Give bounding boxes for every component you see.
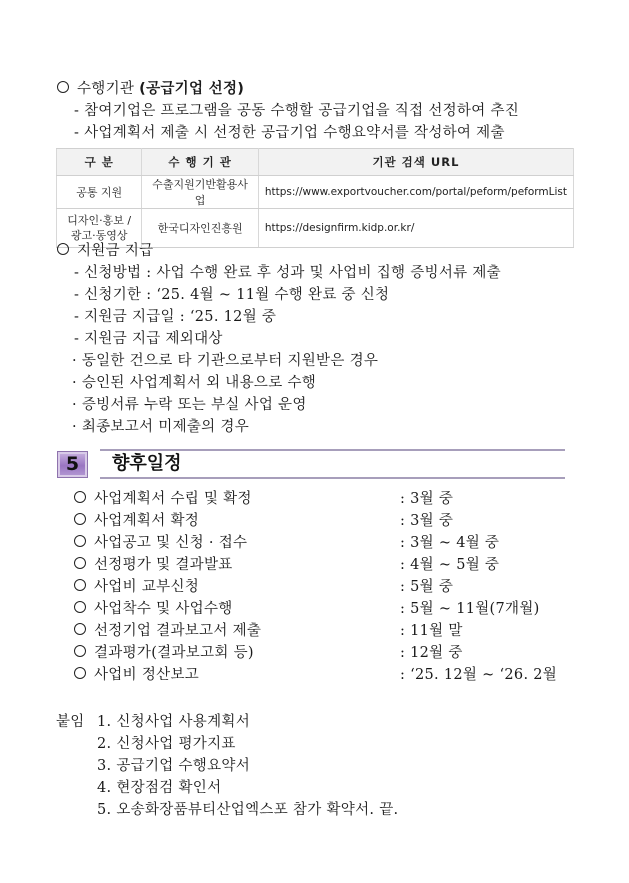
header-url: 기관 검색 URL bbox=[258, 149, 573, 176]
attachment-item: 3. 공급기업 수행요약서 bbox=[97, 758, 251, 774]
performer-item: - 참여기업은 프로그램을 공동 수행할 공급기업을 직접 선정하여 추진 bbox=[74, 103, 520, 119]
attachments-label: 붙임 bbox=[56, 714, 85, 730]
circle-bullet-icon bbox=[74, 535, 86, 547]
schedule-label bbox=[74, 665, 199, 685]
payment-item: - 지원금 지급일 : ‘25. 12월 중 bbox=[74, 309, 277, 325]
schedule-label bbox=[74, 511, 199, 531]
circle-bullet-icon bbox=[74, 579, 86, 591]
cell-category: 공통 지원 bbox=[57, 176, 142, 209]
schedule-label-text: 사업계획서 확정 bbox=[94, 513, 200, 529]
circle-bullet-icon bbox=[57, 81, 69, 93]
cell-category-line1: 디자인·홍보 / bbox=[67, 214, 132, 227]
schedule-label bbox=[74, 489, 252, 509]
cell-url-link[interactable]: https://designfirm.kidp.or.kr/ bbox=[258, 209, 573, 248]
performer-heading bbox=[57, 79, 244, 99]
cell-url-link[interactable]: https://www.exportvoucher.com/portal/peform/peformList bbox=[258, 176, 573, 209]
agency-table bbox=[56, 148, 574, 248]
circle-bullet-icon bbox=[74, 667, 86, 679]
cell-agency: 한국디자인진흥원 bbox=[142, 209, 258, 248]
payment-item: - 지원금 지급 제외대상 bbox=[74, 331, 223, 347]
cell-category-line2: 광고·동영상 bbox=[70, 229, 128, 242]
schedule-value: : 3월 ~ 4월 중 bbox=[400, 535, 500, 551]
circle-bullet-icon bbox=[57, 243, 69, 255]
exclusion-item: · 최종보고서 미제출의 경우 bbox=[72, 419, 250, 435]
section-title: 향후일정 bbox=[112, 453, 182, 474]
circle-bullet-icon bbox=[74, 491, 86, 503]
circle-bullet-icon bbox=[74, 623, 86, 635]
schedule-value: : 12월 중 bbox=[400, 645, 463, 661]
schedule-label-text: 사업비 교부신청 bbox=[94, 579, 200, 595]
schedule-label-text: 사업공고 및 신청 · 접수 bbox=[94, 535, 248, 551]
payment-heading-text: 지원금 지급 bbox=[77, 243, 154, 259]
schedule-label bbox=[74, 599, 233, 619]
circle-bullet-icon bbox=[74, 645, 86, 657]
schedule-value: : 11월 말 bbox=[400, 623, 463, 639]
section-rule-bottom bbox=[100, 477, 565, 479]
header-category: 구 분 bbox=[57, 149, 142, 176]
attachment-item: 1. 신청사업 사용계획서 bbox=[97, 714, 251, 730]
schedule-label bbox=[74, 555, 233, 575]
schedule-value: : ‘25. 12월 ~ ‘26. 2월 bbox=[400, 667, 558, 683]
schedule-label-text: 결과평가(결과보고회 등) bbox=[94, 645, 254, 661]
attachment-item: 4. 현장점검 확인서 bbox=[97, 780, 222, 796]
exclusion-item: · 동일한 건으로 타 기관으로부터 지원받은 경우 bbox=[72, 353, 379, 369]
schedule-label-text: 사업계획서 수립 및 확정 bbox=[94, 491, 252, 507]
cell-agency: 수출지원기반활용사업 bbox=[142, 176, 258, 209]
schedule-label-text: 선정평가 및 결과발표 bbox=[94, 557, 233, 573]
schedule-label bbox=[74, 533, 247, 553]
payment-item: - 신청기한 : ‘25. 4월 ~ 11월 수행 완료 중 신청 bbox=[74, 287, 390, 303]
attachment-item: 2. 신청사업 평가지표 bbox=[97, 736, 236, 752]
schedule-value: : 4월 ~ 5월 중 bbox=[400, 557, 500, 573]
schedule-label-text: 사업착수 및 사업수행 bbox=[94, 601, 233, 617]
circle-bullet-icon bbox=[74, 557, 86, 569]
circle-bullet-icon bbox=[74, 513, 86, 525]
schedule-label-text: 선정기업 결과보고서 제출 bbox=[94, 623, 262, 639]
schedule-label bbox=[74, 621, 261, 641]
schedule-label-text: 사업비 정산보고 bbox=[94, 667, 200, 683]
header-agency: 수 행 기 관 bbox=[142, 149, 258, 176]
schedule-label bbox=[74, 577, 199, 597]
table-header-row bbox=[57, 149, 574, 176]
exclusion-item: · 증빙서류 누락 또는 부실 사업 운영 bbox=[72, 397, 307, 413]
payment-heading bbox=[57, 241, 153, 261]
performer-heading-bold: (공급기업 선정) bbox=[139, 81, 245, 97]
schedule-value: : 3월 중 bbox=[400, 513, 454, 529]
exclusion-item: · 승인된 사업계획서 외 내용으로 수행 bbox=[72, 375, 317, 391]
attachment-item: 5. 오송화장품뷰티산업엑스포 참가 확약서. 끝. bbox=[97, 802, 399, 818]
performer-item: - 사업계획서 제출 시 선정한 공급기업 수행요약서를 작성하여 제출 bbox=[74, 125, 505, 141]
schedule-value: : 5월 중 bbox=[400, 579, 454, 595]
schedule-label bbox=[74, 643, 254, 663]
payment-item: - 신청방법 : 사업 수행 완료 후 성과 및 사업비 집행 증빙서류 제출 bbox=[74, 265, 501, 281]
schedule-value: : 5월 ~ 11월(7개월) bbox=[400, 601, 540, 617]
table-row bbox=[57, 176, 574, 209]
circle-bullet-icon bbox=[74, 601, 86, 613]
schedule-value: : 3월 중 bbox=[400, 491, 454, 507]
performer-heading-text: 수행기관 bbox=[77, 81, 140, 97]
section-number-badge: 5 bbox=[57, 451, 88, 478]
